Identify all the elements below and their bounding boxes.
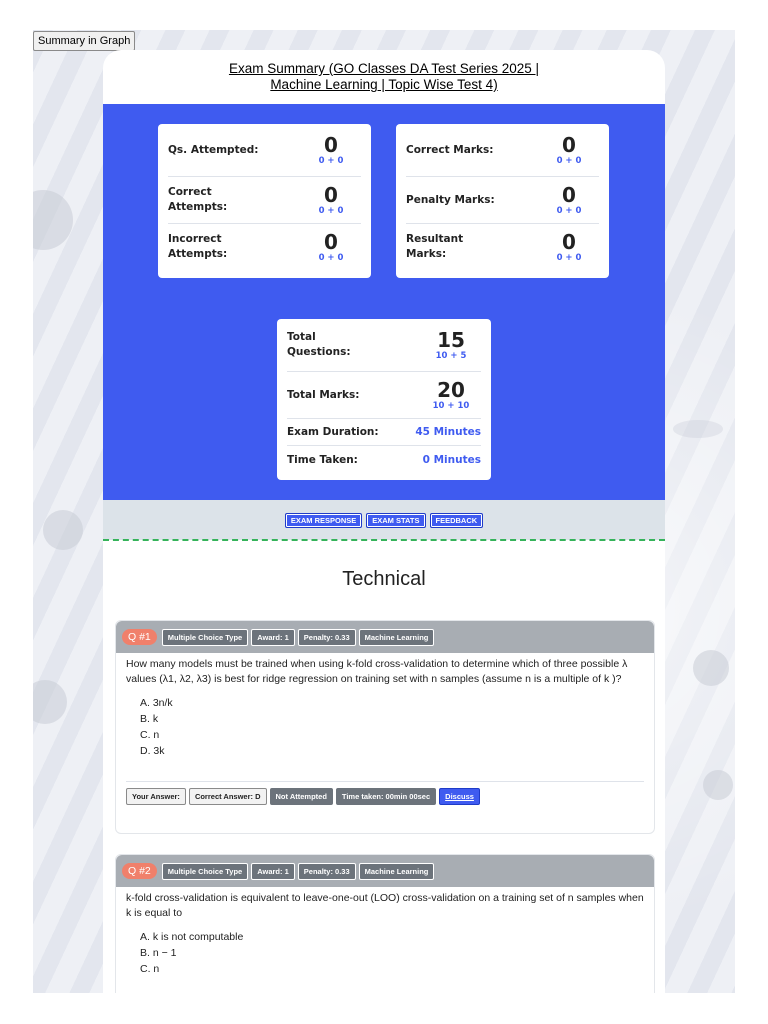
resultant-marks-breakdown: 0 + 0	[556, 253, 582, 263]
discuss-link[interactable]: Discuss	[439, 788, 480, 805]
penalty-tag: Penalty: 0.33	[298, 629, 356, 646]
question-1-number: Q #1	[122, 629, 157, 645]
marks-panel	[396, 124, 609, 278]
option-c: C. n	[140, 729, 160, 741]
exam-info-panel	[277, 319, 491, 480]
option-b: B. k	[140, 713, 159, 725]
qs-attempted-row	[168, 124, 361, 177]
option-a: A. 3n/k	[140, 697, 173, 709]
exam-summary-card	[103, 50, 665, 993]
time-taken-label: Time Taken:	[287, 453, 358, 466]
correct-marks-breakdown: 0 + 0	[556, 156, 582, 166]
question-2-text: k-fold cross-validation is equivalent to leave-one-out (LOO) cross-validation on a training set of n samples when k is equal to	[126, 892, 644, 919]
option-a: A. k is not computable	[140, 931, 244, 943]
correct-marks-value: 0	[562, 133, 576, 157]
correct-answer-badge: Correct Answer: D	[189, 788, 267, 805]
question-2-header	[116, 855, 654, 887]
correct-attempts-row	[168, 177, 361, 224]
award-tag: Award: 1	[251, 629, 295, 646]
stats-area	[103, 104, 665, 500]
penalty-marks-row	[406, 177, 599, 224]
question-type-tag: Multiple Choice Type	[162, 863, 248, 880]
resultant-marks-value: 0	[562, 230, 576, 254]
question-1-text: How many models must be trained when using k-fold cross-validation to determine which of three possible λ values (λ1, λ2, λ3) is best for ridge regression on training set with n samples (assume n is a multiple of k )?	[126, 658, 628, 685]
resultant-marks-label: Resultant Marks:	[406, 233, 464, 260]
qs-attempted-label: Qs. Attempted:	[168, 143, 259, 156]
exam-duration-value: 45 Minutes	[415, 426, 481, 438]
correct-attempts-label: Correct Attempts:	[168, 186, 228, 213]
question-2-options	[116, 921, 654, 977]
option-c: C. n	[140, 963, 160, 975]
correct-attempts-breakdown: 0 + 0	[318, 206, 344, 216]
attempts-panel	[158, 124, 371, 278]
status-badge: Not Attempted	[270, 788, 333, 805]
section-divider	[103, 539, 665, 541]
total-marks-row	[287, 372, 481, 419]
award-tag: Award: 1	[251, 863, 295, 880]
correct-marks-label: Correct Marks:	[406, 143, 494, 156]
total-questions-row	[287, 319, 481, 372]
penalty-marks-label: Penalty Marks:	[406, 193, 495, 206]
incorrect-attempts-row	[168, 224, 361, 270]
your-answer-badge: Your Answer:	[126, 788, 186, 805]
incorrect-attempts-breakdown: 0 + 0	[318, 253, 344, 263]
question-1-footer	[126, 781, 644, 805]
exam-duration-label: Exam Duration:	[287, 425, 379, 438]
incorrect-attempts-label: Incorrect Attempts:	[168, 233, 228, 260]
question-type-tag: Multiple Choice Type	[162, 629, 248, 646]
exam-duration-row	[287, 419, 481, 446]
total-questions-breakdown: 10 + 5	[435, 351, 467, 361]
exam-response-button[interactable]: EXAM RESPONSE	[285, 513, 362, 528]
topic-tag: Machine Learning	[359, 629, 435, 646]
penalty-marks-value: 0	[562, 183, 576, 207]
correct-marks-row	[406, 124, 599, 177]
qs-attempted-breakdown: 0 + 0	[318, 156, 344, 166]
time-taken-value: 0 Minutes	[422, 454, 481, 466]
option-d: D. 3k	[140, 745, 165, 757]
total-questions-label: Total Questions:	[287, 331, 351, 358]
feedback-button[interactable]: FEEDBACK	[430, 513, 484, 528]
total-questions-value: 15	[437, 328, 465, 352]
penalty-marks-breakdown: 0 + 0	[556, 206, 582, 216]
penalty-tag: Penalty: 0.33	[298, 863, 356, 880]
question-card-1	[115, 620, 655, 834]
total-marks-value: 20	[437, 378, 465, 402]
exam-title-line-1: Exam Summary (GO Classes DA Test Series 2025 |	[228, 61, 540, 76]
option-b: B. n − 1	[140, 947, 177, 959]
action-bar	[103, 500, 665, 540]
exam-stats-button[interactable]: EXAM STATS	[366, 513, 425, 528]
correct-attempts-value: 0	[324, 183, 338, 207]
summary-in-graph-button[interactable]: Summary in Graph	[33, 31, 135, 51]
question-card-2	[115, 854, 655, 993]
question-1-header	[116, 621, 654, 653]
total-marks-label: Total Marks:	[287, 388, 360, 401]
resultant-marks-row	[406, 224, 599, 270]
section-title: Technical	[342, 568, 426, 590]
exam-title-line-2: Machine Learning | Topic Wise Test 4)	[270, 77, 498, 92]
question-2-number: Q #2	[122, 863, 157, 879]
time-taken-row	[287, 446, 481, 474]
total-marks-breakdown: 10 + 10	[432, 401, 470, 411]
qs-attempted-value: 0	[324, 133, 338, 157]
time-taken-badge: Time taken: 00min 00sec	[336, 788, 436, 805]
question-1-options	[116, 687, 654, 759]
incorrect-attempts-value: 0	[324, 230, 338, 254]
topic-tag: Machine Learning	[359, 863, 435, 880]
exam-title-link[interactable]	[204, 61, 564, 93]
